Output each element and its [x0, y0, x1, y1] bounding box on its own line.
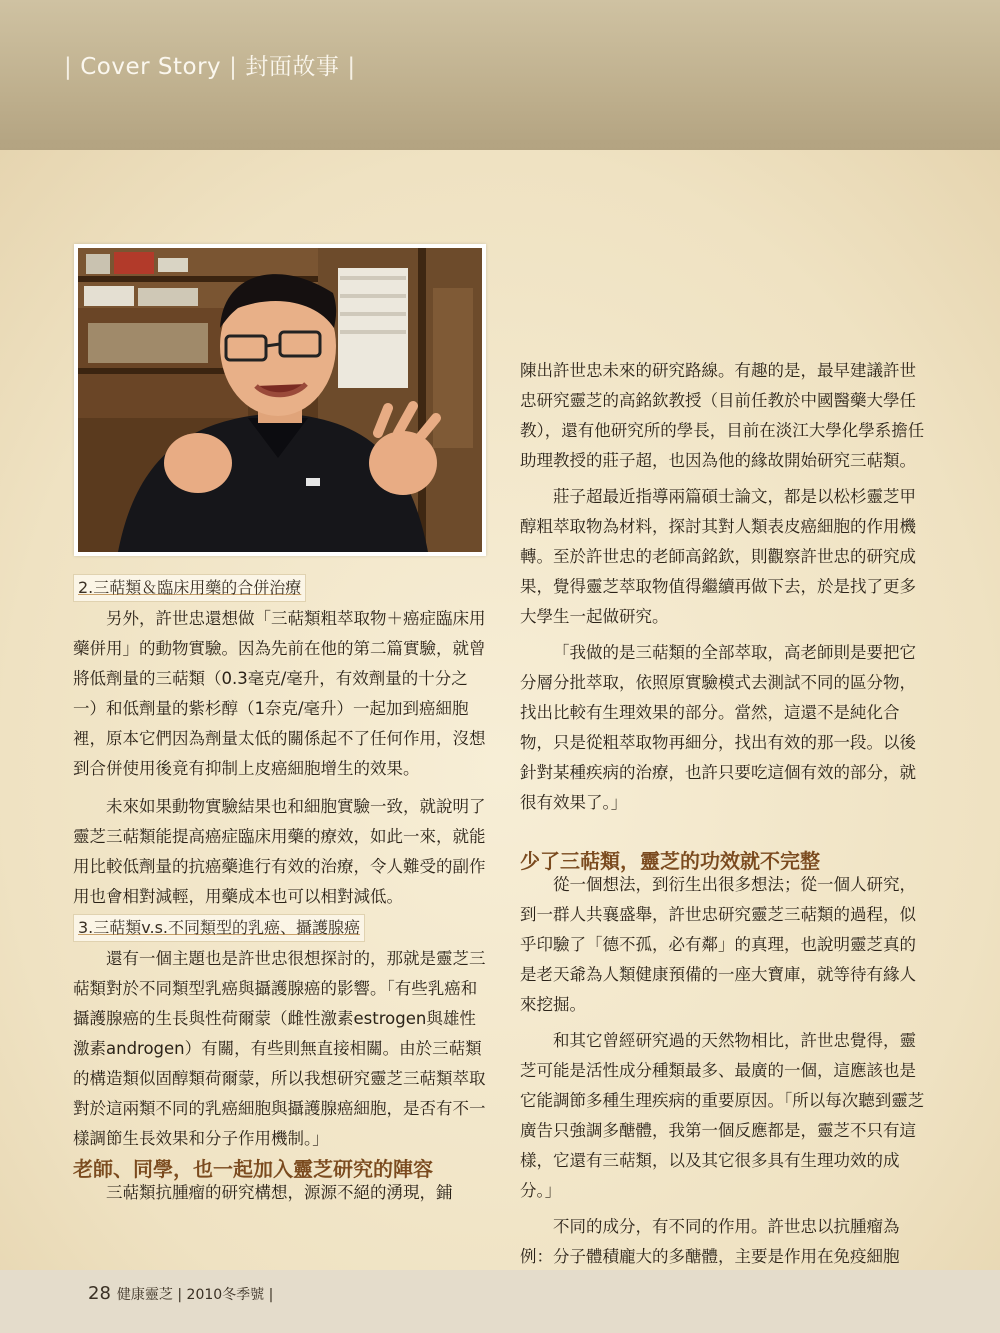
section-heading-teachers: 老師、同學，也一起加入靈芝研究的陣容	[73, 1157, 433, 1181]
paragraph: 未來如果動物實驗結果也和細胞實驗一致，就說明了靈芝三萜類能提高癌症臨床用藥的療效，如此一來，就能用比較低劑量的抗癌藥進行有效的治療，令人難受的副作用也會相對減輕，用藥成本也可以相對減低。	[73, 797, 486, 906]
subheading-breast-prostate-cancer: 3.三萜類v.s.不同類型的乳癌、攝護腺癌	[73, 914, 365, 942]
magazine-name: 健康靈芝	[116, 1287, 173, 1303]
paragraph: 從一個想法，到衍生出很多想法；從一個人研究，到一群人共襄盛舉，許世忠研究靈芝三萜類的過程，似乎印驗了「德不孤，必有鄰」的真理，也說明靈芝真的是老天爺為人類健康預備的一座大寶庫，就等待有緣人來挖掘。	[520, 875, 916, 1014]
right-column	[520, 356, 932, 1272]
portrait-photo	[78, 248, 482, 552]
section-title-en: Cover Story	[80, 54, 222, 80]
issue-label: 2010冬季號	[186, 1287, 265, 1303]
paragraph: 「我做的是三萜類的全部萃取，高老師則是要把它分層分批萃取，依照原實驗模式去測試不同的區分物，找出比較有生理效果的部分。當然，這還不是純化合物，只是從粗萃取物再細分，找出有效的那一段。以後針對某種疾病的治療，也許只要吃這個有效的部分，就很有效果了。」	[520, 643, 916, 812]
paragraph: 還有一個主題也是許世忠很想探討的，那就是靈芝三萜類對於不同類型乳癌與攝護腺癌的影響。「有些乳癌和攝護腺癌的生長與性荷爾蒙（雌性激素estrogen與雄性激素androgen）有關，有些則無直接相關。由於三萜類的構造類似固醇類荷爾蒙，所以我想研究靈芝三萜類萃取對於這兩類不同的乳癌細胞與攝護腺癌細胞，是否有不一樣調節生長效果和分子作用機制。」	[73, 949, 486, 1148]
paragraph: 另外，許世忠還想做「三萜類粗萃取物＋癌症臨床用藥併用」的動物實驗。因為先前在他的第二篇實驗，就曾將低劑量的三萜類（0.3毫克/毫升，有效劑量的十分之一）和低劑量的紫杉醇（1奈克/毫升）一起加到癌細胞裡，原本它們因為劑量太低的關係起不了任何作用，沒想到合併使用後竟有抑制上皮癌細胞增生的效果。	[73, 609, 486, 778]
paragraph: 和其它曾經研究過的天然物相比，許世忠覺得，靈芝可能是活性成分種類最多、最廣的一個，這應該也是它能調節多種生理疾病的重要原因。「所以每次聽到靈芝廣告只強調多醣體，我第一個反應都是，靈芝不只有這樣，它還有三萜類，以及其它很多具有生理功效的成分。」	[520, 1031, 925, 1200]
page-number: 28	[88, 1283, 111, 1304]
footer: 28 健康靈芝 | 2010冬季號 |	[88, 1283, 274, 1304]
section-heading-triterpenoids: 少了三萜類，靈芝的功效就不完整	[520, 849, 820, 873]
subheading-combination-therapy: 2.三萜類＆臨床用藥的合併治療	[73, 574, 306, 602]
section-title-zh: 封面故事	[245, 54, 340, 80]
left-column	[73, 572, 488, 1208]
paragraph: 不同的成分，有不同的作用。許世忠以抗腫瘤為例：分子體積龐大的多醣體，主要是作用在免疫細胞	[520, 1217, 900, 1266]
section-header: | Cover Story | 封面故事 |	[64, 54, 356, 80]
paragraph: 莊子超最近指導兩篇碩士論文，都是以松杉靈芝甲醇粗萃取物為材料，探討其對人類表皮癌細胞的作用機轉。至於許世忠的老師高銘欽，則觀察許世忠的研究成果，覺得靈芝萃取物值得繼續再做下去，於是找了更多大學生一起做研究。	[520, 487, 916, 626]
paragraph: 三萜類抗腫瘤的研究構想，源源不絕的湧現，鋪	[106, 1183, 453, 1202]
paragraph: 陳出許世忠未來的研究路線。有趣的是，最早建議許世忠研究靈芝的高銘欽教授（目前任教於中國醫藥大學任教），還有他研究所的學長，目前在淡江大學化學系擔任助理教授的莊子超，也因為他的緣故開始研究三萜類。	[520, 361, 925, 470]
